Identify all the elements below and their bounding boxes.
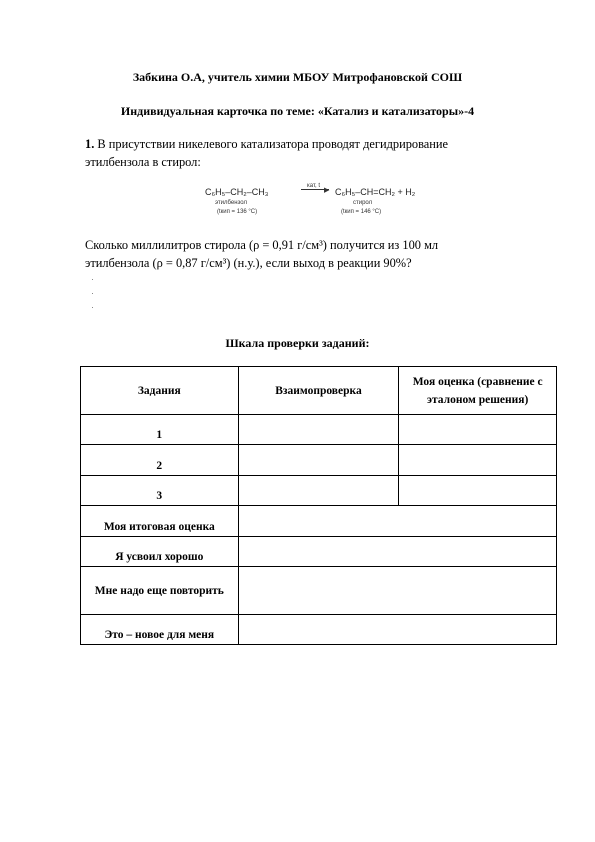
styrene-bp: (tкип = 146 °C) <box>341 209 382 215</box>
task-cell: 1 <box>81 415 239 445</box>
reaction-equation <box>205 183 445 223</box>
arrow-label: кат, t <box>307 183 321 189</box>
summary-value-cell[interactable] <box>238 567 556 615</box>
equation-right: C₆H₅–CH=CH₂ + H₂ <box>335 187 416 197</box>
ethylbenzene-bp: (tкип = 136 °C) <box>217 209 258 215</box>
check-table <box>80 366 557 645</box>
header-cell-self-grade: Моя оценка (сравнение с эталоном решения) <box>399 367 557 415</box>
self-grade-cell[interactable] <box>399 476 557 506</box>
task-text <box>85 135 448 171</box>
table-row <box>81 415 557 445</box>
table-row <box>81 506 557 537</box>
task-line-1: В присутствии никелевого катализатора проводят дегидрирование <box>94 137 449 151</box>
task-cell: 3 <box>81 476 239 506</box>
table-header-row <box>81 367 557 415</box>
table-row <box>81 537 557 567</box>
self-grade-cell[interactable] <box>399 445 557 476</box>
summary-value-cell[interactable] <box>238 537 556 567</box>
styrene-name: стирол <box>353 200 373 206</box>
equation-left: C₆H₅–CH₂–CH₃ <box>205 187 269 197</box>
self-grade-cell[interactable] <box>399 415 557 445</box>
table-row <box>81 476 557 506</box>
header-cell-peer-check: Взаимопроверка <box>238 367 399 415</box>
task-number: 1. <box>85 137 95 151</box>
question-line-2: этилбензола (ρ = 0,87 г/см³) (н.у.), если выход в реакции 90%? <box>85 256 412 270</box>
table-row <box>81 615 557 645</box>
ethylbenzene-name: этилбензол <box>215 200 247 206</box>
task-cell: 2 <box>81 445 239 476</box>
arrow-head-icon: ▶ <box>324 186 330 194</box>
peer-check-cell[interactable] <box>238 415 399 445</box>
peer-check-cell[interactable] <box>238 476 399 506</box>
stray-marks <box>92 279 93 315</box>
question-line-1: Сколько миллилитров стирола (ρ = 0,91 г/см³) получится из 100 мл <box>85 238 439 252</box>
summary-label: Я усвоил хорошо <box>81 537 239 567</box>
card-title: Индивидуальная карточка по теме: «Катализ и катализаторы»-4 <box>120 104 475 118</box>
summary-label: Моя итоговая оценка <box>81 506 239 537</box>
task-line-2: этилбензола в стирол: <box>85 155 201 169</box>
header-cell-tasks: Задания <box>81 367 239 415</box>
author-line: Забкина О.А, учитель химии МБОУ Митрофановской СОШ <box>132 70 463 84</box>
summary-value-cell[interactable] <box>238 506 556 537</box>
summary-label: Мне надо еще повторить <box>81 567 239 615</box>
summary-label: Это – новое для меня <box>81 615 239 645</box>
table-row <box>81 567 557 615</box>
scale-title: Шкала проверки заданий: <box>225 336 370 350</box>
question-text <box>85 236 438 272</box>
peer-check-cell[interactable] <box>238 445 399 476</box>
summary-value-cell[interactable] <box>238 615 556 645</box>
table-row <box>81 445 557 476</box>
